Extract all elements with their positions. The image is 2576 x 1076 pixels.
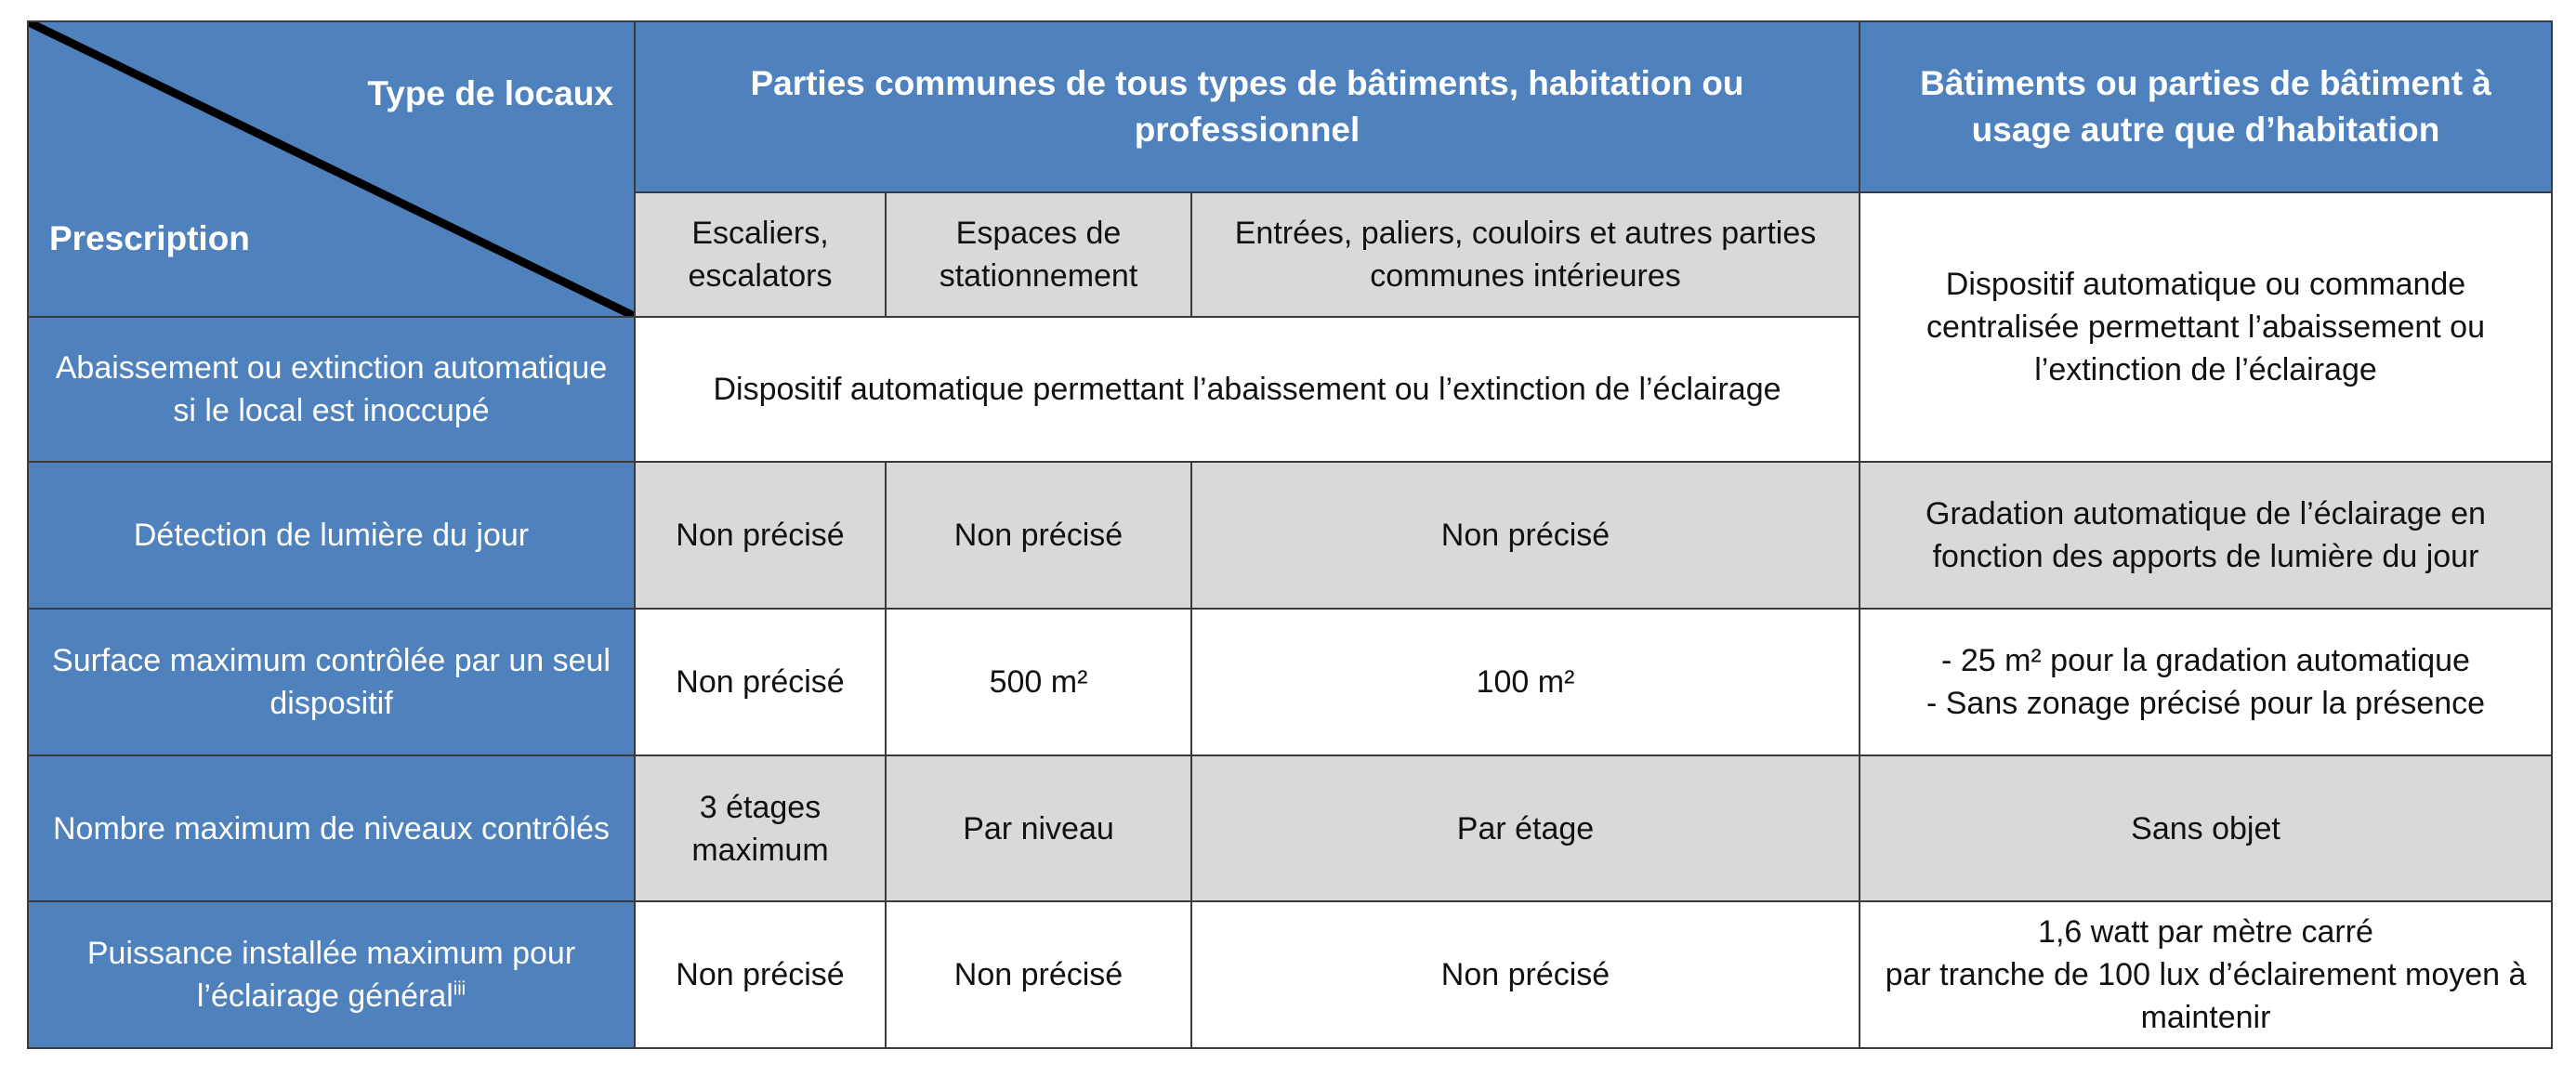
subheader-parking: Espaces de stationnement — [886, 192, 1191, 317]
daylight-stairs: Non précisé — [635, 462, 886, 609]
power-other: 1,6 watt par mètre carré par tranche de 100 lux d’éclairement moyen à maintenir — [1860, 901, 2552, 1048]
row-label-occupancy: Abaissement ou extinction automatique si le local est inoccupé — [28, 317, 635, 462]
row-label-levels: Nombre maximum de niveaux contrôlés — [28, 755, 635, 901]
subheader-stairs: Escaliers, escalators — [635, 192, 886, 317]
power-stairs: Non précisé — [635, 901, 886, 1048]
levels-stairs: 3 étages maximum — [635, 755, 886, 901]
corner-prescription-label: Prescription — [49, 219, 250, 257]
surface-parking: 500 m² — [886, 609, 1191, 755]
daylight-other: Gradation automatique de l’éclairage en fonction des apports de lumière du jour — [1860, 462, 2552, 609]
levels-entrances: Par étage — [1191, 755, 1860, 901]
surface-stairs: Non précisé — [635, 609, 886, 755]
row-label-surface: Surface maximum contrôlée par un seul dispositif — [28, 609, 635, 755]
power-entrances: Non précisé — [1191, 901, 1860, 1048]
group-header-other: Bâtiments ou parties de bâtiment à usage autre que d’habitation — [1860, 21, 2552, 192]
group-header-common: Parties communes de tous types de bâtiments, habitation ou professionnel — [635, 21, 1860, 192]
row-label-power-text: Puissance installée maximum pour l’éclairage général — [86, 936, 576, 1014]
row-label-daylight: Détection de lumière du jour — [28, 462, 635, 609]
lighting-prescription-table — [27, 20, 2553, 1049]
levels-parking: Par niveau — [886, 755, 1191, 901]
corner-type-label: Type de locaux — [367, 74, 613, 112]
corner-header-cell — [28, 21, 635, 317]
row-label-power — [28, 901, 635, 1048]
footnote-marker: iii — [453, 978, 467, 1000]
surface-other: - 25 m² pour la gradation automatique - Sans zonage précisé pour la présence — [1860, 609, 2552, 755]
daylight-parking: Non précisé — [886, 462, 1191, 609]
common-row1-value: Dispositif automatique permettant l’abaissement ou l’extinction de l’éclairage — [635, 317, 1860, 462]
power-parking: Non précisé — [886, 901, 1191, 1048]
other-row1-value: Dispositif automatique ou commande centralisée permettant l’abaissement ou l’extinction de l’éclairage — [1860, 192, 2552, 462]
surface-entrances: 100 m² — [1191, 609, 1860, 755]
diagonal-divider — [29, 22, 634, 316]
subheader-entrances: Entrées, paliers, couloirs et autres parties communes intérieures — [1191, 192, 1860, 317]
daylight-entrances: Non précisé — [1191, 462, 1860, 609]
levels-other: Sans objet — [1860, 755, 2552, 901]
